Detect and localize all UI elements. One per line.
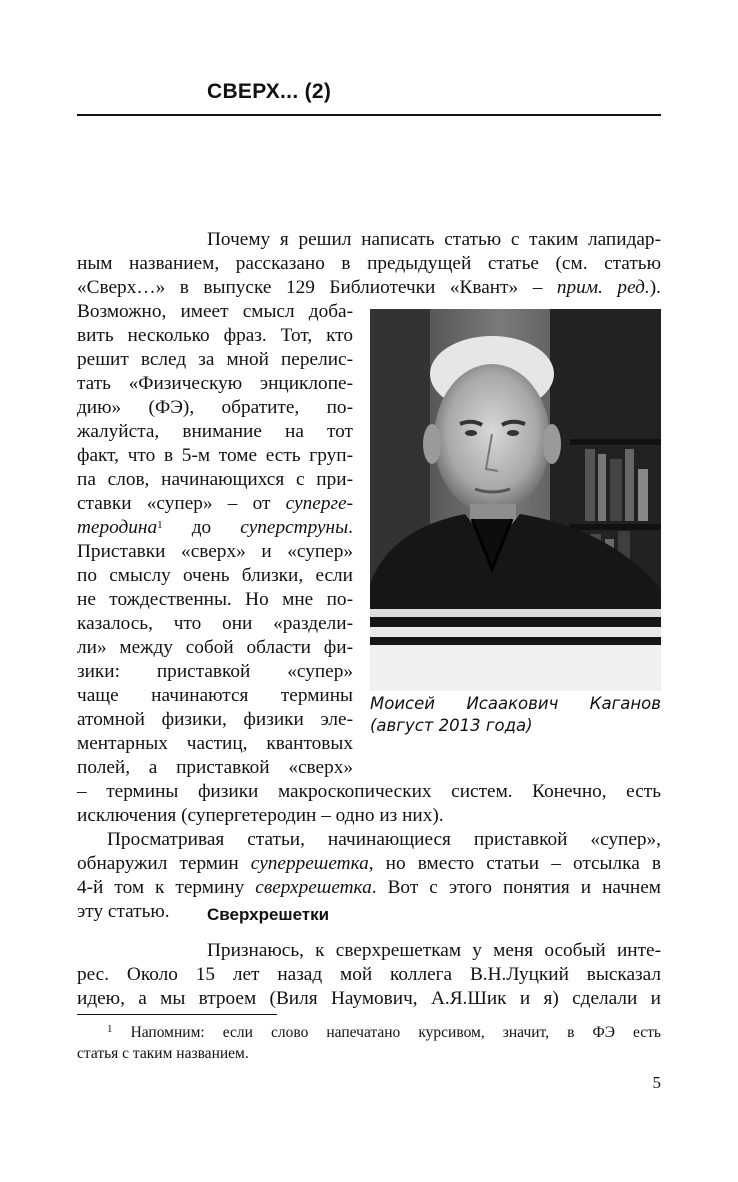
text-line: тать «Физическую энциклопе- [77, 373, 353, 394]
text-span: Напомним: если слово напечатано курсивом, значит, в ФЭ есть [112, 1024, 661, 1041]
text-line: зики: приставкой «супер» [77, 661, 353, 682]
text-line [77, 876, 661, 900]
page-title: СВЕРХ... (2) [207, 80, 332, 103]
footnote-marker: 1 [157, 519, 163, 531]
page-number: 5 [652, 1073, 661, 1092]
footnote-rule [77, 1014, 277, 1015]
text-span: , но вместо статьи – отсылка в [368, 853, 661, 874]
text-line: идею, а мы втроем (Виля Наумович, А.Я.Шик и я) сделали и [77, 988, 661, 1009]
text-line: по смыслу очень близки, если [77, 565, 353, 586]
text-line: атомной физики, физики эле- [77, 709, 353, 730]
text-line: решит вслед за мной перелис- [77, 349, 353, 370]
text-span: . [348, 517, 353, 538]
text-line: ментарных частиц, квантовых [77, 733, 353, 754]
text-span: ). [649, 277, 661, 298]
text-line: Просматривая статьи, начинающиеся приставкой «супер», [107, 829, 661, 850]
photo-caption: Моисей Исаакович Каганов [370, 694, 661, 713]
italic-span: сверхрешетка [255, 877, 372, 898]
text-line: полей, а приставкой «сверх» [77, 757, 353, 778]
italic-span: теродина [77, 517, 158, 538]
text-line: Признаюсь, к сверхрешеткам у меня особый инте- [207, 940, 661, 961]
text-span: ставки «супер» – от [77, 493, 286, 514]
text-span: обнаружил термин [77, 853, 251, 874]
text-line: исключения (супергетеродин – одно из них). [77, 805, 444, 826]
text-line: жалуйста, внимание на тот [77, 421, 353, 442]
portrait-illustration [370, 309, 661, 691]
text-span: . Вот с этого понятия и начнем [371, 877, 661, 898]
text-line: – термины физики макроскопических систем. Конечно, есть [77, 781, 661, 802]
footnote-line [107, 1022, 661, 1043]
italic-span: суперрешетка [250, 853, 369, 874]
text-span: 4-й том к термину [77, 877, 256, 898]
text-span: до [162, 517, 241, 538]
italic-span: суперге- [285, 493, 353, 514]
footnote-marker: 1 [107, 1023, 113, 1035]
title-rule [77, 114, 661, 116]
text-span: «Сверх…» в выпуске 129 Библиотечки «Квант» – [77, 277, 557, 298]
text-line: па слов, начинающихся с при- [77, 469, 353, 490]
text-line [77, 492, 353, 516]
text-line: эту статью. [77, 901, 170, 922]
text-line [77, 516, 353, 540]
text-line: чаще начинаются термины [77, 685, 353, 706]
text-line: факт, что в 5-м томе есть груп- [77, 445, 353, 466]
text-line: ным названием, рассказано в предыдущей статье (см. статью [77, 253, 661, 274]
text-line: Приставки «сверх» и «супер» [77, 541, 353, 562]
text-line [77, 852, 661, 876]
text-line: рес. Около 15 лет назад мой коллега В.Н.Луцкий высказал [77, 964, 661, 985]
portrait-photo [370, 309, 661, 691]
footnote-line: статья с таким названием. [77, 1045, 249, 1062]
text-line [77, 276, 661, 300]
text-line: дию» (ФЭ), обратите, по- [77, 397, 353, 418]
italic-span: суперструны [240, 517, 349, 538]
text-line: Почему я решил написать статью с таким лапидар- [207, 229, 661, 250]
section-heading: Сверхрешетки [207, 905, 330, 924]
text-line: Возможно, имеет смысл доба- [77, 301, 353, 322]
text-line: вить несколько фраз. Тот, кто [77, 325, 353, 346]
text-line: не тождественны. Но мне по- [77, 589, 353, 610]
text-line: казалось, что они «раздели- [77, 613, 353, 634]
text-line: ли» между собой области фи- [77, 637, 353, 658]
photo-caption-date: (август 2013 года) [370, 716, 533, 735]
italic-span: прим. ред. [556, 277, 650, 298]
